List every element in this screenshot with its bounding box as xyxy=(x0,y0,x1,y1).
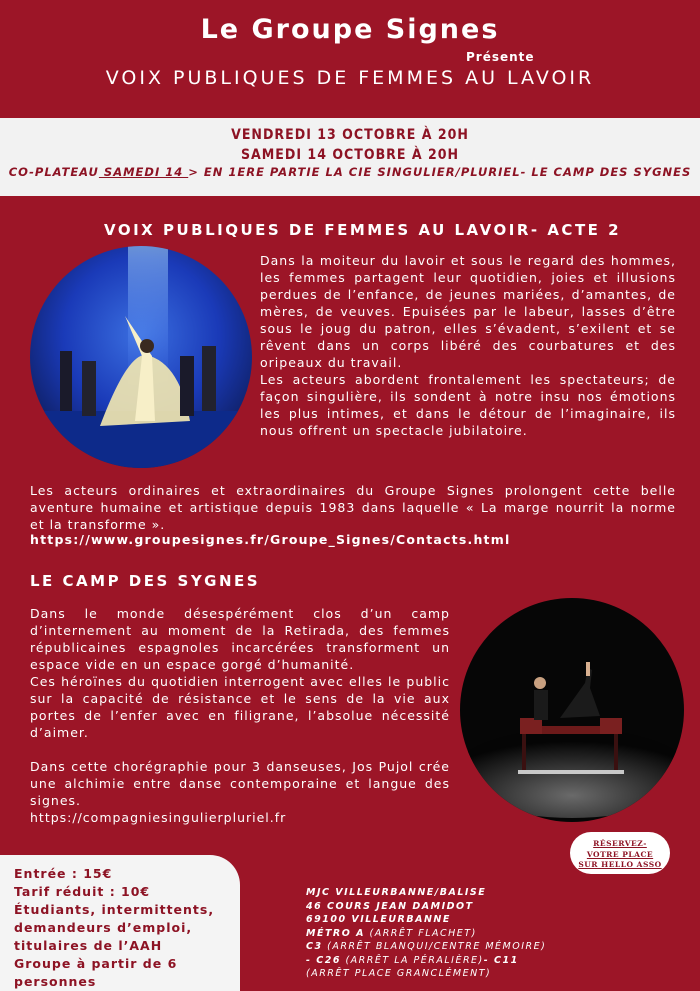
section1-heading: VOIX PUBLIQUES DE FEMMES AU LAVOIR- ACTE 2 xyxy=(104,221,622,239)
reserve-line-1: RÉSERVEZ- xyxy=(593,839,647,848)
price-full: Entrée : 15€ xyxy=(14,866,113,881)
coplateau-line xyxy=(0,165,700,179)
coplateau-day: SAMEDI 14 xyxy=(98,165,189,179)
section1-paragraph-1: Dans la moiteur du lavoir et sous le regard des hommes, les femmes partagent leur quotidien, joies et illusions perdues de l’enfance, de jeunes mariées, d’amantes, de mères, de veuves. Epuisées par le labeur, lasses d’être sous le joug du patron, elles s’évadent, s’exilent et se rêvent dans un corps libéré des courbatures et des oripeaux du travail. xyxy=(260,253,676,370)
singulier-pluriel-link[interactable]: https://compagniesingulierpluriel.fr xyxy=(30,810,287,825)
camp-photo xyxy=(460,598,684,822)
bus-c11-stop: (ARRÊT PLACE GRANCLÉMENT) xyxy=(306,968,492,979)
metro-label: MÉTRO A xyxy=(306,927,365,939)
section2-paragraph-3: Dans cette chorégraphie pour 3 danseuses, Jos Pujol crée une alchimie entre danse contemporaine et langue des signes. xyxy=(30,759,450,808)
section1-paragraph-2: Les acteurs abordent frontalement les spectateurs; de façon singulière, ils sondent à notre insu nos émotions les plus intimes, et dans le détour de l’imaginaire, ils nous offrent un spectacle jubilatoire. xyxy=(260,372,676,438)
reserve-button[interactable] xyxy=(570,832,670,874)
reduced-eligibility: Étudiants, intermittents, demandeurs d’emploi, titulaires de l’AAH xyxy=(14,902,215,953)
venue-city: 69100 VILLEURBANNE xyxy=(306,914,451,925)
lavoir-photo xyxy=(30,246,252,468)
metro-stop: (ARRÊT FLACHET) xyxy=(364,927,477,939)
section2-paragraph-2: Ces héroïnes du quotidien interrogent avec elles le public sur la capacité de résistance et le sens de la vie aux portes de l’enfer avec en filigrane, l’absolue nécessité d’aimer. xyxy=(30,674,450,740)
venue-street: 46 COURS JEAN DAMIDOT xyxy=(306,900,474,912)
reserve-line-3: SUR HELLO ASSO xyxy=(578,860,662,869)
page-title: Le Groupe Signes xyxy=(200,14,500,45)
ticket-info xyxy=(14,865,234,991)
coplateau-prefix: CO-PLATEAU xyxy=(8,165,99,179)
section1-paragraph-3: Les acteurs ordinaires et extraordinaires du Groupe Signes prolongent cette belle aventure humaine et artistique depuis 1983 dans laquelle « La marge nourrit la norme et la transforme ». xyxy=(30,483,676,532)
section2-description xyxy=(30,605,450,826)
venue-info xyxy=(306,886,556,981)
section1-company-text xyxy=(30,482,676,533)
venue-name: MJC VILLEURBANNE/BALISE xyxy=(306,887,487,898)
show-subtitle: VOIX PUBLIQUES DE FEMMES AU LAVOIR xyxy=(105,67,595,89)
date-saturday: SAMEDI 14 OCTOBRE À 20H xyxy=(240,147,460,163)
section2-paragraph-1: Dans le monde désespérément clos d’un camp d’internement au moment de la Retirada, des femmes républicaines espagnoles incarcérées transforment un espace vide en un espace gorgé d’humanité. xyxy=(30,606,450,672)
bus-c26-label: - C26 xyxy=(306,954,341,966)
bus-c3-stop: (ARRÊT BLANQUI/CENTRE MÉMOIRE) xyxy=(322,941,547,952)
date-friday: VENDREDI 13 OCTOBRE À 20H xyxy=(231,127,469,143)
group-rate: Groupe à partir de 6 personnes xyxy=(14,956,178,989)
reserve-line-2: VOTRE PLACE xyxy=(586,849,654,859)
section1-description xyxy=(260,252,676,439)
bus-c26-stop: (ARRÊT LA PÉRALIÈRE) xyxy=(340,954,484,966)
price-reduced: Tarif réduit : 10€ xyxy=(14,884,151,899)
bus-c3-label: C3 xyxy=(306,941,323,952)
presente-label: Présente xyxy=(466,50,535,64)
coplateau-rest: > EN 1ERE PARTIE LA CIE SINGULIER/PLURIEL- LE CAMP DES SYGNES xyxy=(188,165,692,179)
bus-c11-label: - C11 xyxy=(483,954,519,966)
section2-heading: LE CAMP DES SYGNES xyxy=(30,572,261,590)
groupe-signes-link[interactable]: https://www.groupesignes.fr/Groupe_Signes/Contacts.html xyxy=(30,532,511,547)
